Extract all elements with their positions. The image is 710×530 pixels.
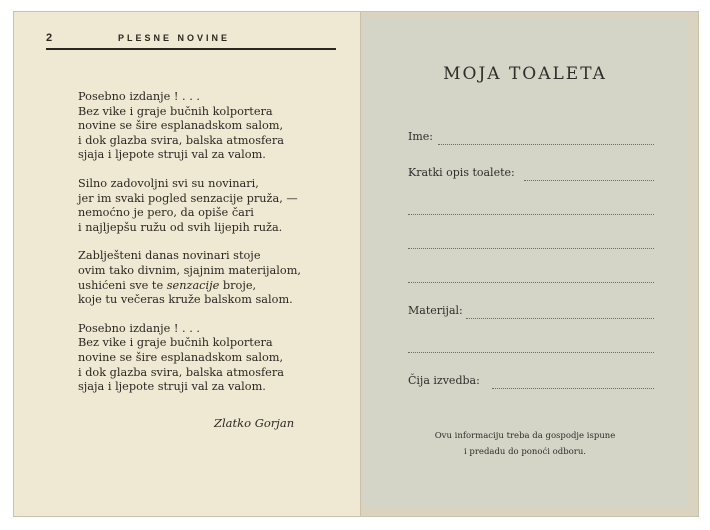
- verse-line: sjaja i ljepote struji val za valom.: [78, 380, 266, 394]
- description-label: Kratki opis toalete:: [408, 166, 515, 179]
- stanza-3: [78, 249, 348, 307]
- material-field-line-1[interactable]: [466, 318, 654, 319]
- verse-line: Zablješteni danas novinari stoje: [78, 249, 261, 263]
- name-label: Ime:: [408, 130, 433, 143]
- verse-line: Posebno izdanje ! . . .: [78, 90, 200, 103]
- note-line-2: i predadu do ponoći odboru.: [463, 447, 587, 457]
- verse-line: jer im svaki pogled senzacije pruža, —: [78, 191, 298, 205]
- form-title: MOJA TOALETA: [443, 64, 607, 84]
- name-field-line[interactable]: [438, 144, 654, 145]
- verse-line: novine se šire esplanadskom salom,: [78, 119, 284, 133]
- description-field-line-3[interactable]: [408, 248, 654, 249]
- running-head: [46, 32, 336, 50]
- left-page: [14, 12, 361, 516]
- maker-label: Čija izvedba:: [408, 374, 480, 387]
- right-page-form: [362, 18, 688, 508]
- instruction-note: [362, 428, 688, 460]
- note-line-1: Ovu informaciju treba da gospodje ispune: [434, 431, 616, 441]
- verse-line: sjaja i ljepote struji val za valom.: [78, 148, 266, 162]
- description-field-line-4[interactable]: [408, 282, 654, 283]
- stanza-4: [78, 322, 348, 395]
- verse-line: i dok glazba svira, balska atmosfera: [78, 133, 285, 147]
- verse-line: Posebno izdanje ! . . .: [78, 321, 200, 335]
- verse-line: Bez vike i graje bučnih kolportera: [78, 336, 273, 350]
- paper-name: PLESNE NOVINE: [118, 33, 231, 43]
- maker-field-line[interactable]: [492, 388, 654, 389]
- verse-line: ushićeni sve te senzacije broje,: [78, 278, 257, 292]
- booklet-spread: [14, 12, 698, 516]
- verse-line: Silno zadovoljni svi su novinari,: [78, 176, 259, 190]
- stanza-1: [78, 90, 348, 163]
- verse-line: novine se šire esplanadskom salom,: [78, 350, 284, 364]
- description-field-line-1[interactable]: [524, 180, 654, 181]
- material-label: Materijal:: [408, 304, 463, 317]
- author-signature: Zlatko Gorjan: [214, 416, 295, 430]
- verse-line: nemoćno je pero, da opiše čari: [78, 206, 254, 220]
- poem: [78, 90, 348, 409]
- description-field-line-2[interactable]: [408, 214, 654, 215]
- stanza-2: [78, 177, 348, 235]
- verse-line: i dok glazba svira, balska atmosfera: [78, 365, 285, 379]
- verse-line: Bez vike i graje bučnih kolportera: [78, 104, 273, 118]
- material-field-line-2[interactable]: [408, 352, 654, 353]
- verse-line: i najljepšu ružu od svih lijepih ruža.: [78, 220, 283, 234]
- page-number: 2: [46, 32, 53, 44]
- verse-line: ovim tako divnim, sjajnim materijalom,: [78, 263, 301, 277]
- verse-line: koje tu večeras kruže balskom salom.: [78, 293, 293, 307]
